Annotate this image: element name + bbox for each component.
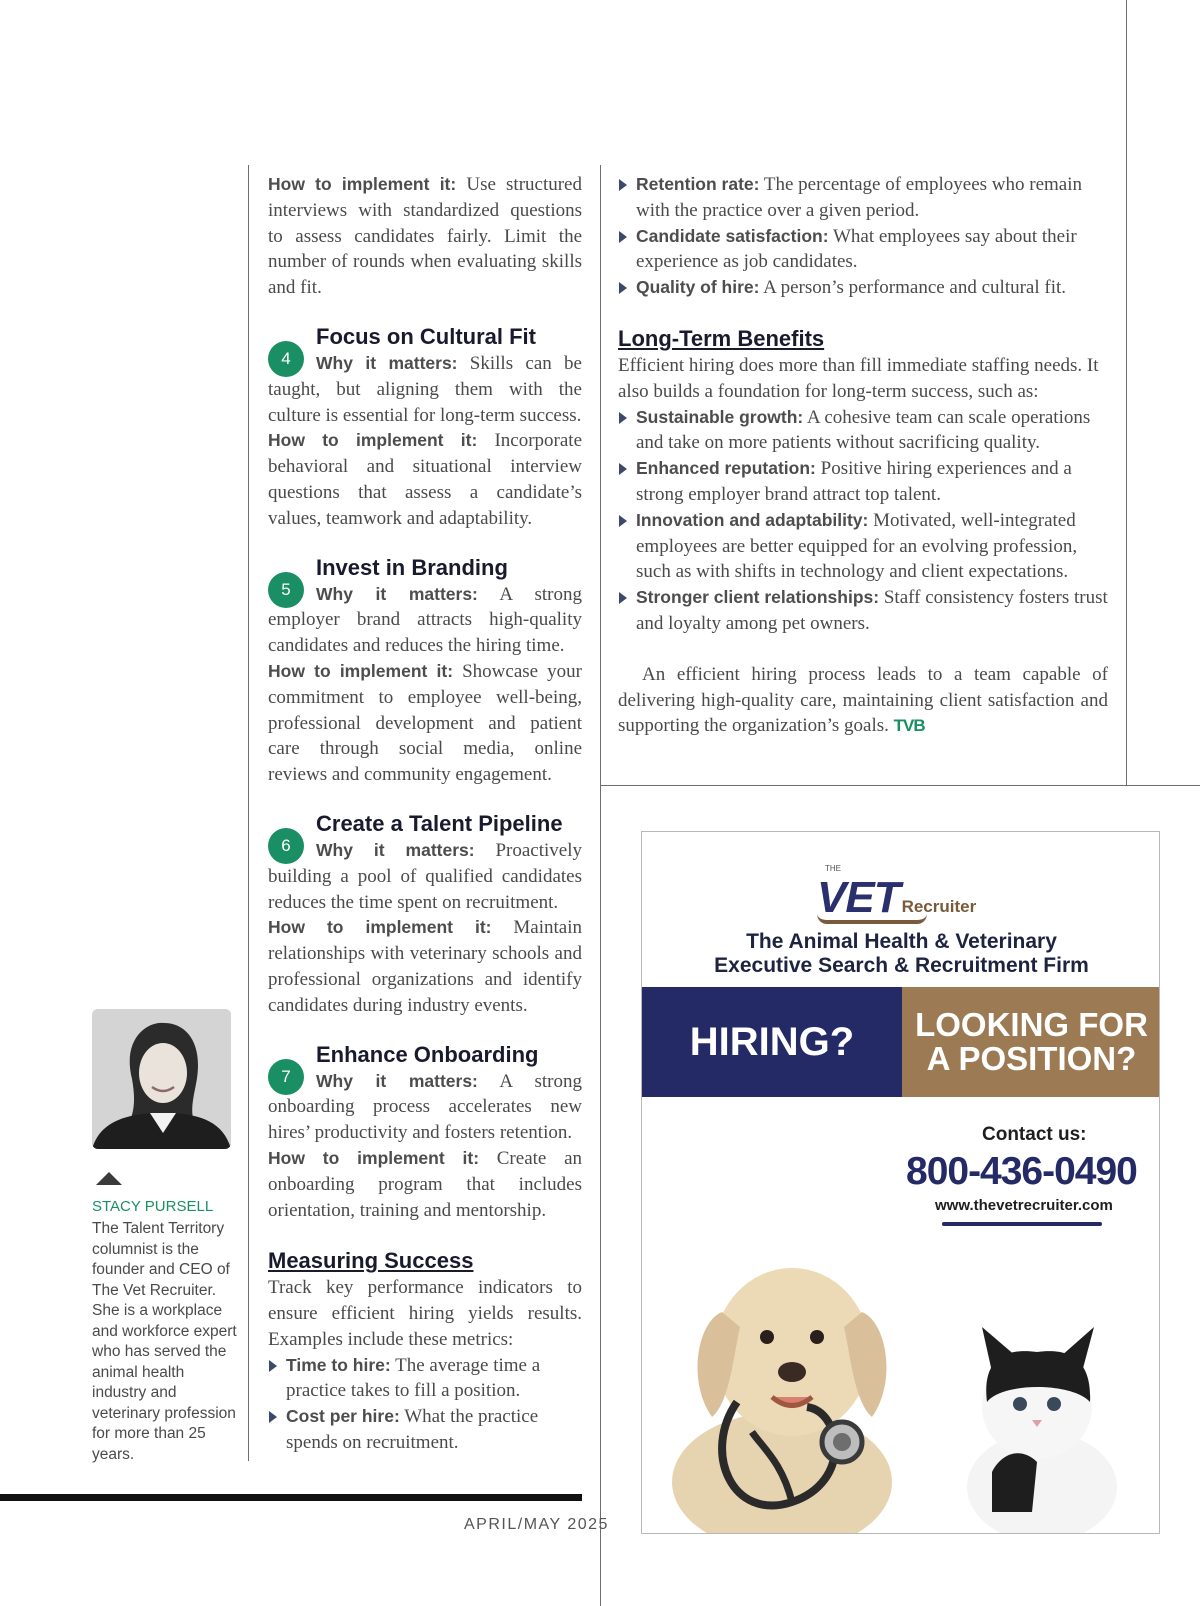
measuring-success-section: [268, 1247, 582, 1456]
step-5: [268, 554, 582, 788]
how-text: Incorporate behavioral and situational interview questions that assess a candidate’s values, teamwork and adaptability.: [268, 430, 583, 529]
step-number-badge: 7: [268, 1059, 304, 1095]
bullet-label: Retention rate:: [636, 174, 760, 194]
section-title: Long-Term Benefits: [618, 325, 825, 351]
intro-implement-paragraph: [268, 172, 582, 301]
list-item: [618, 508, 1108, 585]
author-name: STACY PURSELL: [92, 1198, 214, 1215]
how-paragraph: [268, 915, 582, 1018]
metric-list: [268, 1353, 582, 1456]
looking-band: [902, 987, 1160, 1097]
how-text: Create an onboarding program that includes orientation, training and mentorship.: [268, 1147, 583, 1221]
how-paragraph: [268, 428, 582, 531]
bullet-triangle-icon: [619, 179, 627, 191]
why-text: Proactively building a pool of qualified candidates reduces the time spent on recruitment.: [268, 839, 583, 913]
why-label: Why it matters:: [316, 839, 475, 860]
logo-swoosh-icon: [817, 914, 927, 924]
hiring-band: HIRING?: [642, 987, 902, 1097]
closing-paragraph: [618, 662, 1108, 739]
ad-tagline-2: Executive Search & Recruitment Firm: [714, 954, 1089, 977]
why-paragraph: [268, 351, 582, 428]
author-bio: The Talent Territory columnist is the founder and CEO of The Vet Recruiter. She is a workplace and workforce expert who has served the animal health industry and veterinary profession for more than 25 years.: [92, 1220, 237, 1463]
why-text: Skills can be taught, but aligning them with the culture is essential for long-term success.: [268, 352, 582, 426]
step-title: Enhance Onboarding: [316, 1041, 539, 1067]
section-intro: Track key performance indicators to ensure efficient hiring yields results. Examples include these metrics:: [268, 1277, 582, 1350]
contact-phone[interactable]: 800-436-0490: [906, 1150, 1137, 1193]
looking-line-1: LOOKING FOR: [915, 1006, 1148, 1043]
bullet-label: Time to hire:: [286, 1354, 391, 1375]
list-item: [268, 1404, 582, 1456]
section-intro: Efficient hiring does more than fill immediate staffing needs. It also builds a foundation for long-term success, such as:: [618, 354, 1099, 402]
how-label: How to implement it:: [268, 430, 478, 451]
ad-top-rule: [600, 785, 1200, 786]
list-item: [618, 172, 1108, 224]
bullet-label: Candidate satisfaction:: [636, 225, 829, 246]
caret-up-icon: [96, 1172, 122, 1185]
why-text: A strong onboarding process accelerates new hires’ productivity and fosters retention.: [268, 1070, 582, 1144]
how-label: How to implement it:: [268, 1147, 480, 1168]
step-number-badge: 4: [268, 341, 304, 377]
implement-label: How to implement it:: [268, 174, 457, 194]
left-article-column: [268, 172, 582, 1456]
bullet-label: Quality of hire:: [636, 277, 760, 298]
bullet-label: Cost per hire:: [286, 1406, 400, 1427]
list-item: [618, 275, 1108, 301]
tvb-end-mark: TVB: [893, 716, 925, 736]
how-text: Showcase your commitment to employee well-being, professional development and patient care through social media, online reviews and community engagement.: [268, 660, 582, 786]
bullet-text: The percentage of employees who remain with the practice over a given period.: [636, 174, 1083, 221]
list-item: [268, 1353, 582, 1405]
step-title: Focus on Cultural Fit: [316, 323, 536, 349]
logo-the: THE: [825, 864, 841, 873]
logo-vet: VET: [817, 873, 900, 922]
why-label: Why it matters:: [316, 352, 458, 373]
bullet-label: Stronger client relationships:: [636, 587, 880, 608]
why-paragraph: [268, 1069, 582, 1146]
bullet-triangle-icon: [619, 463, 627, 475]
bullet-triangle-icon: [619, 412, 627, 424]
how-label: How to implement it:: [268, 917, 492, 938]
how-label: How to implement it:: [268, 660, 454, 681]
bullet-triangle-icon: [619, 282, 627, 294]
bullet-label: Innovation and adaptability:: [636, 509, 869, 530]
footer-bar: [0, 1494, 582, 1501]
why-label: Why it matters:: [316, 1070, 478, 1091]
why-paragraph: [268, 838, 582, 915]
why-paragraph: [268, 582, 582, 659]
bullet-text: Staff consistency fosters trust and loyalty among pet owners.: [636, 587, 1108, 634]
bullet-text: The average time a practice takes to fill a position.: [286, 1354, 541, 1402]
how-paragraph: [268, 1146, 582, 1223]
puppy-kitten-stethoscope-icon: [642, 1232, 1160, 1534]
metric-list-continued: [618, 172, 1108, 301]
bullet-text: Motivated, well-integrated employees are better equipped for an evolving profession, such as with shifts in technology and client expectations.: [636, 509, 1078, 583]
bullet-label: Sustainable growth:: [636, 406, 804, 427]
how-text: Maintain relationships with veterinary schools and professional organizations and identify candidates during industry events.: [268, 917, 582, 1016]
right-edge-rule: [1126, 0, 1127, 786]
contact-url[interactable]: www.thevetrecruiter.com: [935, 1197, 1113, 1214]
list-item: [618, 405, 1108, 457]
center-column-rule: [600, 165, 601, 1606]
benefit-list: [618, 405, 1108, 637]
bullet-triangle-icon: [619, 592, 627, 604]
list-item: [618, 456, 1108, 508]
how-paragraph: [268, 659, 582, 788]
step-4: [268, 323, 582, 532]
bullet-text: A cohesive team can scale operations and take on more patients without sacrificing quality.: [636, 406, 1091, 454]
looking-line-2: A POSITION?: [926, 1040, 1137, 1077]
section-title: Measuring Success: [268, 1248, 474, 1274]
why-label: Why it matters:: [316, 583, 478, 604]
left-column-rule: [248, 165, 249, 1461]
step-7: [268, 1041, 582, 1224]
step-number-badge: 5: [268, 572, 304, 608]
why-text: A strong employer brand attracts high-quality candidates and reduces the hiring time.: [268, 583, 582, 657]
step-number-badge: 6: [268, 828, 304, 864]
bullet-text: Positive hiring experiences and a strong employer brand attract top talent.: [636, 458, 1072, 505]
vet-recruiter-ad[interactable]: [641, 831, 1160, 1534]
right-article-column: [618, 172, 1108, 739]
bullet-triangle-icon: [619, 515, 627, 527]
bullet-text: A person’s performance and cultural fit.: [759, 277, 1067, 299]
url-underline: [942, 1222, 1102, 1226]
bullet-triangle-icon: [619, 231, 627, 243]
issue-folio: APRIL/MAY 2025: [464, 1516, 609, 1533]
author-portrait-icon: [92, 1009, 231, 1149]
contact-label: Contact us:: [982, 1124, 1087, 1145]
author-photo: [92, 1009, 231, 1149]
bullet-text: What the practice spends on recruitment.: [286, 1406, 539, 1454]
long-term-benefits-section: [618, 325, 1108, 739]
ad-tagline-1: The Animal Health & Veterinary: [746, 930, 1057, 953]
step-6: [268, 810, 582, 1019]
bullet-triangle-icon: [269, 1411, 277, 1423]
list-item: [618, 585, 1108, 637]
implement-text: Use structured interviews with standardized questions to assess candidates fairly. Limit the number of rounds when evaluating skills and fit.: [268, 174, 582, 299]
list-item: [618, 224, 1108, 276]
logo-recruiter: Recruiter: [901, 897, 977, 916]
step-title: Invest in Branding: [316, 554, 508, 580]
step-title: Create a Talent Pipeline: [316, 810, 563, 836]
bullet-triangle-icon: [269, 1360, 277, 1372]
closing-text: An efficient hiring process leads to a team capable of delivering high-quality care, maintaining client satisfaction and supporting the organization’s goals.: [618, 663, 1108, 737]
bullet-text: What employees say about their experience as job candidates.: [636, 225, 1077, 273]
bullet-label: Enhanced reputation:: [636, 458, 816, 479]
